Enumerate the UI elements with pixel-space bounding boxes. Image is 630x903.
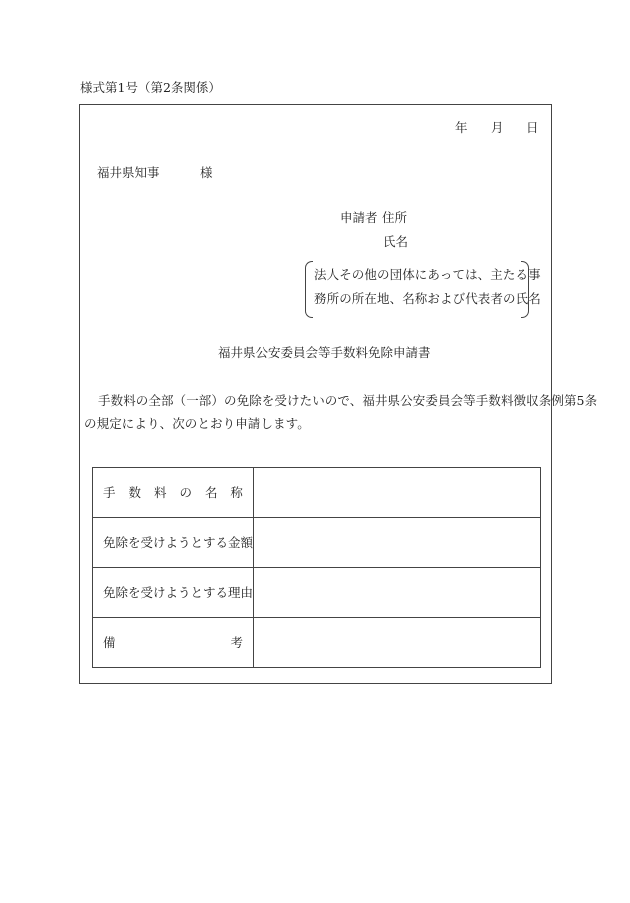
label-char: 料 — [153, 484, 167, 500]
table-row — [93, 618, 541, 668]
label-char: の — [179, 484, 192, 500]
body-text-line: の規定により、次のとおり申請します。 — [84, 416, 310, 431]
table-row — [93, 518, 541, 568]
table-label-cell — [93, 468, 254, 518]
remarks-label — [103, 636, 243, 649]
remarks-value-cell[interactable] — [254, 618, 541, 668]
applicant-name-label: 氏名 — [383, 234, 409, 249]
label-char: 備 — [103, 634, 116, 650]
table-row — [93, 568, 541, 618]
application-table — [92, 467, 541, 668]
note-line: 法人その他の団体にあっては、主たる事 — [314, 267, 541, 282]
note-line: 務所の所在地、名称および代表者の氏名 — [314, 291, 541, 306]
left-bracket — [305, 261, 313, 318]
applicant-note — [305, 261, 541, 316]
table-label-cell — [93, 518, 254, 568]
table-label-cell — [93, 618, 254, 668]
exemption-amount-value-cell[interactable] — [254, 518, 541, 568]
form-reference: 様式第1号（第2条関係） — [80, 80, 221, 95]
label-char: 手 — [103, 484, 116, 500]
exemption-reason-value-cell[interactable] — [254, 568, 541, 618]
right-bracket — [521, 261, 529, 318]
body-text-line: 手数料の全部（一部）の免除を受けたいので、福井県公安委員会等手数料徴収条例第5条 — [98, 393, 598, 408]
exemption-reason-label: 免除を受けようとする理由 — [103, 584, 254, 600]
applicant-label: 申請者 — [340, 210, 378, 225]
date-year-label: 年 — [455, 120, 468, 135]
table-label-cell — [93, 568, 254, 618]
exemption-amount-label: 免除を受けようとする金額 — [103, 534, 254, 550]
addressee-name: 福井県知事 — [97, 165, 160, 180]
fee-name-value-cell[interactable] — [254, 468, 541, 518]
date-day-label: 日 — [526, 120, 539, 135]
addressee-honorific: 様 — [200, 165, 213, 180]
date-month-label: 月 — [491, 120, 504, 135]
document-title: 福井県公安委員会等手数料免除申請書 — [218, 345, 431, 360]
label-char: 考 — [230, 634, 243, 650]
fee-name-label — [103, 486, 243, 499]
applicant-address-label: 住所 — [382, 210, 408, 225]
label-char: 名 — [204, 484, 218, 500]
label-char: 数 — [128, 484, 141, 500]
label-char: 称 — [230, 484, 243, 500]
table-row — [93, 468, 541, 518]
